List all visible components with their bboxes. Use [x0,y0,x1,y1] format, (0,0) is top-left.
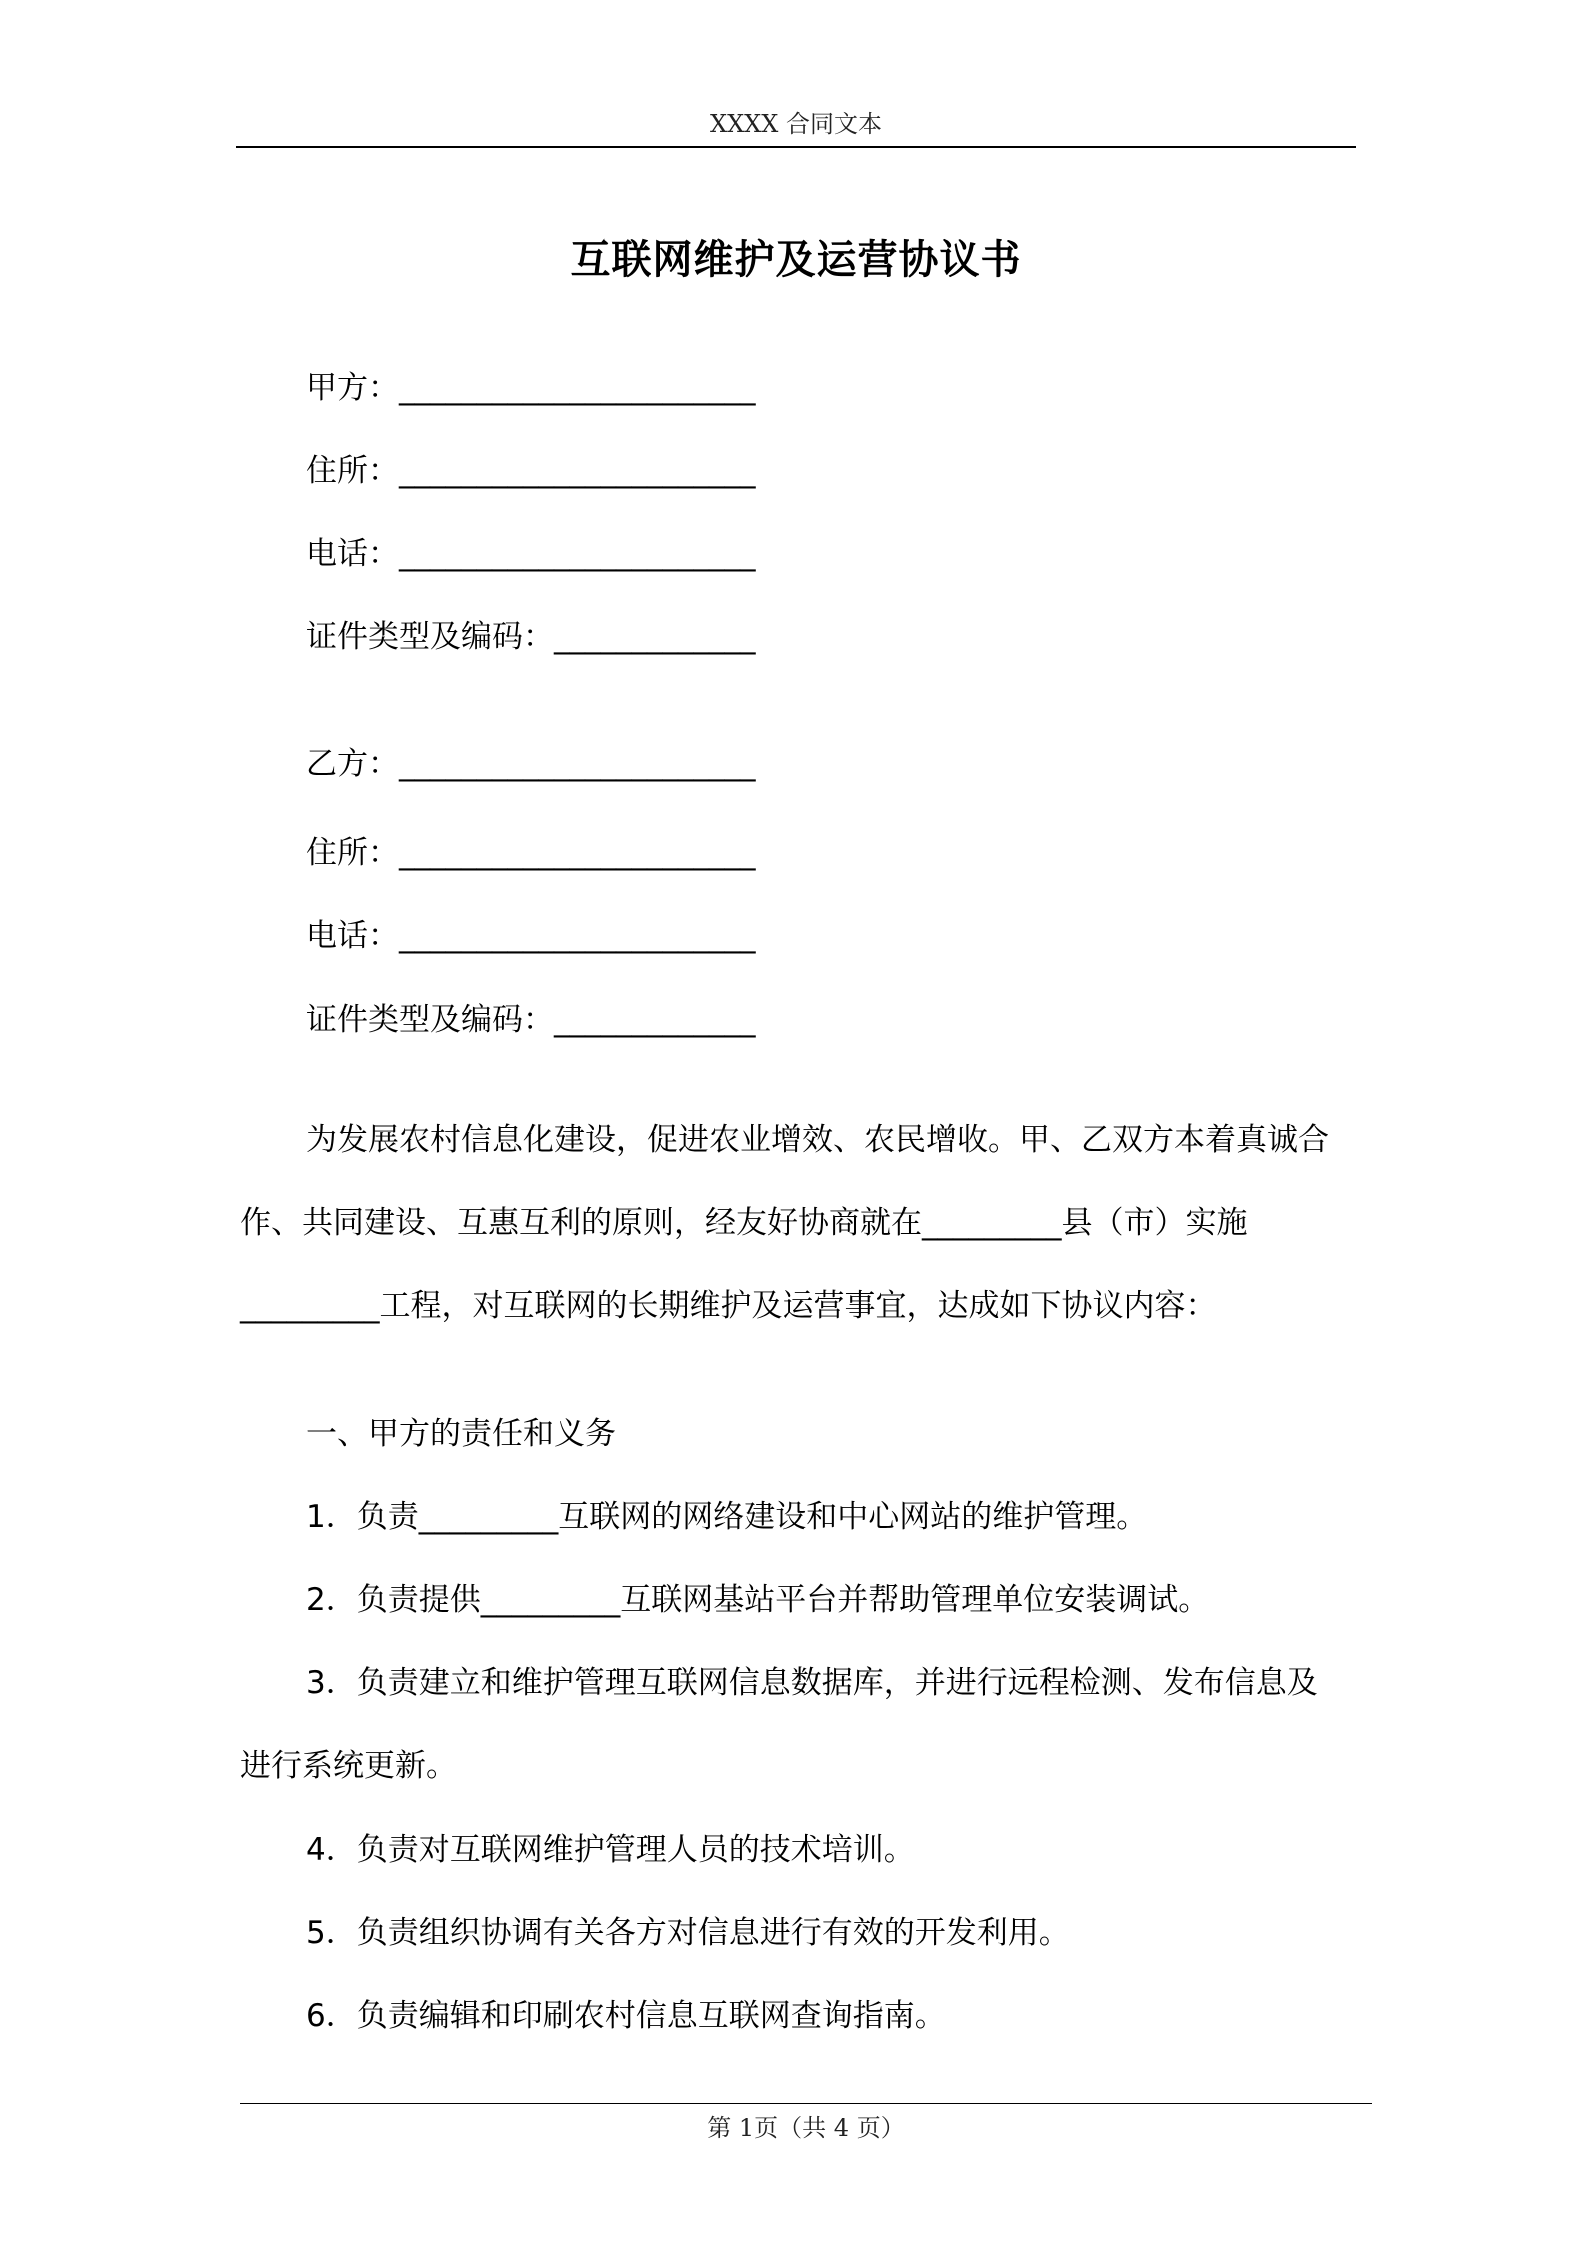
party-a-id-field: 证件类型及编码：_____________ [306,619,756,655]
party-a-name-field: 甲方：_______________________ [306,370,756,406]
list-item-2: 2．负责提供_________互联网基站平台并帮助管理单位安装调试。 [306,1582,1210,1618]
list-item-1: 1．负责_________互联网的网络建设和中心网站的维护管理。 [306,1499,1148,1535]
list-item-6: 6．负责编辑和印刷农村信息互联网查询指南。 [306,1998,946,2034]
page-header-text: XXXX 合同文本 [710,110,882,138]
list-item-3: 3．负责建立和维护管理互联网信息数据库，并进行远程检测、发布信息及 [306,1665,1318,1701]
document-title: 互联网维护及运营协议书 [570,237,1022,283]
page-number: 第 1页（共 4 页） [707,2114,905,2142]
preamble-line-1: 为发展农村信息化建设，促进农业增效、农民增收。甲、乙双方本着真诚合 [306,1122,1329,1158]
header-rule [236,146,1356,148]
list-item-5: 5．负责组织协调有关各方对信息进行有效的开发利用。 [306,1915,1070,1951]
preamble-line-3: _________工程，对互联网的长期维护及运营事宜，达成如下协议内容： [240,1288,1217,1324]
party-a-address-field: 住所：_______________________ [306,453,756,489]
party-b-name-field: 乙方：_______________________ [306,746,756,782]
preamble-line-2: 作、共同建设、互惠互利的原则，经友好协商就在_________县（市）实施 [240,1205,1248,1241]
footer-rule [240,2103,1372,2104]
party-b-address-field: 住所：_______________________ [306,835,756,871]
section-heading: 一、甲方的责任和义务 [306,1416,616,1452]
party-b-id-field: 证件类型及编码：_____________ [306,1002,756,1038]
list-item-4: 4．负责对互联网维护管理人员的技术培训。 [306,1832,915,1868]
list-item-3-continued: 进行系统更新。 [240,1748,457,1784]
party-a-phone-field: 电话：_______________________ [306,536,756,572]
party-b-phone-field: 电话：_______________________ [306,918,756,954]
